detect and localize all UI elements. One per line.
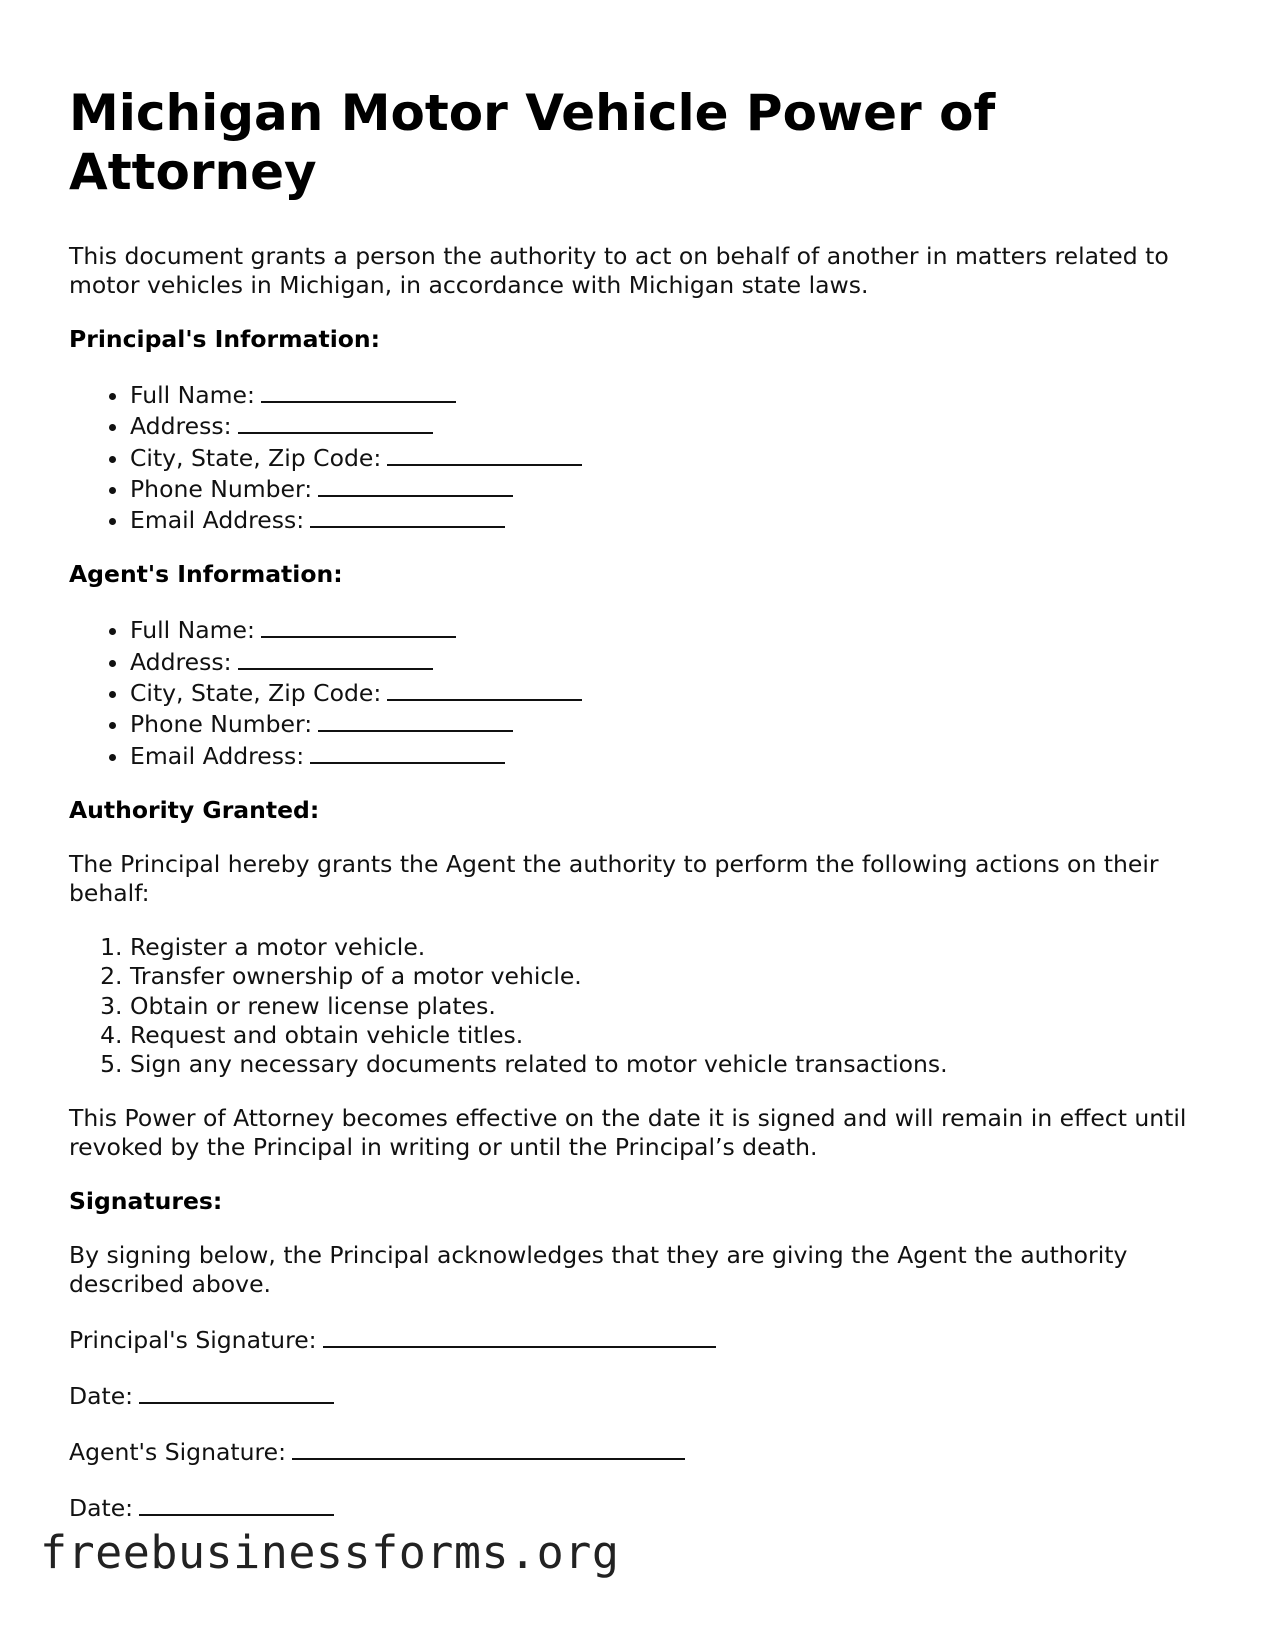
signatures-heading: Signatures: xyxy=(69,1187,223,1216)
authority-action: 4. Request and obtain vehicle titles. xyxy=(130,1021,1199,1050)
principal-field-address: • Address: xyxy=(130,410,1199,441)
blank-line[interactable] xyxy=(318,708,513,732)
agent-field-phone: • Phone Number: xyxy=(130,708,1199,739)
agent-date-line: Date: xyxy=(69,1492,1199,1523)
document-page xyxy=(69,84,1199,1548)
authority-action: 3. Obtain or renew license plates. xyxy=(130,992,1199,1021)
agent-signature-line: Agent's Signature: xyxy=(69,1436,1199,1467)
principal-field-email: • Email Address: xyxy=(130,504,1199,535)
blank-line[interactable] xyxy=(261,614,456,638)
authority-action: 5. Sign any necessary documents related to motor vehicle transactions. xyxy=(130,1050,1199,1079)
intro-paragraph: This document grants a person the authority to act on behalf of another in matters related to motor vehicles in Michigan, in accordance with Michigan state laws. xyxy=(69,242,1169,299)
blank-line[interactable] xyxy=(387,677,582,701)
authority-actions-list xyxy=(69,933,1199,1079)
principal-fields-list xyxy=(69,379,1199,535)
blank-line[interactable] xyxy=(387,442,582,466)
agent-field-city-state-zip: • City, State, Zip Code: xyxy=(130,677,1199,708)
authority-action: 2. Transfer ownership of a motor vehicle. xyxy=(130,962,1199,991)
blank-line[interactable] xyxy=(318,473,513,497)
authority-heading: Authority Granted: xyxy=(69,795,320,824)
blank-line[interactable] xyxy=(238,410,433,434)
agent-signature-blank[interactable] xyxy=(292,1436,685,1460)
agent-field-email: • Email Address: xyxy=(130,740,1199,771)
principal-heading: Principal's Information: xyxy=(69,325,381,353)
agent-field-full-name: • Full Name: xyxy=(130,614,1199,645)
blank-line[interactable] xyxy=(310,504,505,528)
principal-field-city-state-zip: • City, State, Zip Code: xyxy=(130,442,1199,473)
signatures-intro: By signing below, the Principal acknowledges that they are giving the Agent the authority described above. xyxy=(69,1241,1128,1299)
agent-field-address: • Address: xyxy=(130,646,1199,677)
principal-signature-blank[interactable] xyxy=(323,1324,716,1348)
principal-field-phone: • Phone Number: xyxy=(130,473,1199,504)
authority-intro: The Principal hereby grants the Agent the authority to perform the following actions on their behalf: xyxy=(69,849,1159,907)
principal-signature-line: Principal's Signature: xyxy=(69,1324,1199,1355)
principal-date-line: Date: xyxy=(69,1380,1199,1411)
document-title: Michigan Motor Vehicle Power of Attorney xyxy=(69,84,996,201)
blank-line[interactable] xyxy=(238,646,433,670)
blank-line[interactable] xyxy=(310,740,505,764)
agent-heading: Agent's Information: xyxy=(69,560,343,589)
watermark: freebusinessforms.org xyxy=(40,1526,620,1579)
blank-line[interactable] xyxy=(261,379,456,403)
agent-date-blank[interactable] xyxy=(139,1492,334,1516)
principal-date-blank[interactable] xyxy=(139,1380,334,1404)
agent-fields-list xyxy=(69,614,1199,770)
effective-paragraph: This Power of Attorney becomes effective on the date it is signed and will remain in effect until revoked by the Principal in writing or until the Principal’s death. xyxy=(69,1104,1187,1162)
authority-action: 1. Register a motor vehicle. xyxy=(130,933,1199,962)
principal-field-full-name: • Full Name: xyxy=(130,379,1199,410)
